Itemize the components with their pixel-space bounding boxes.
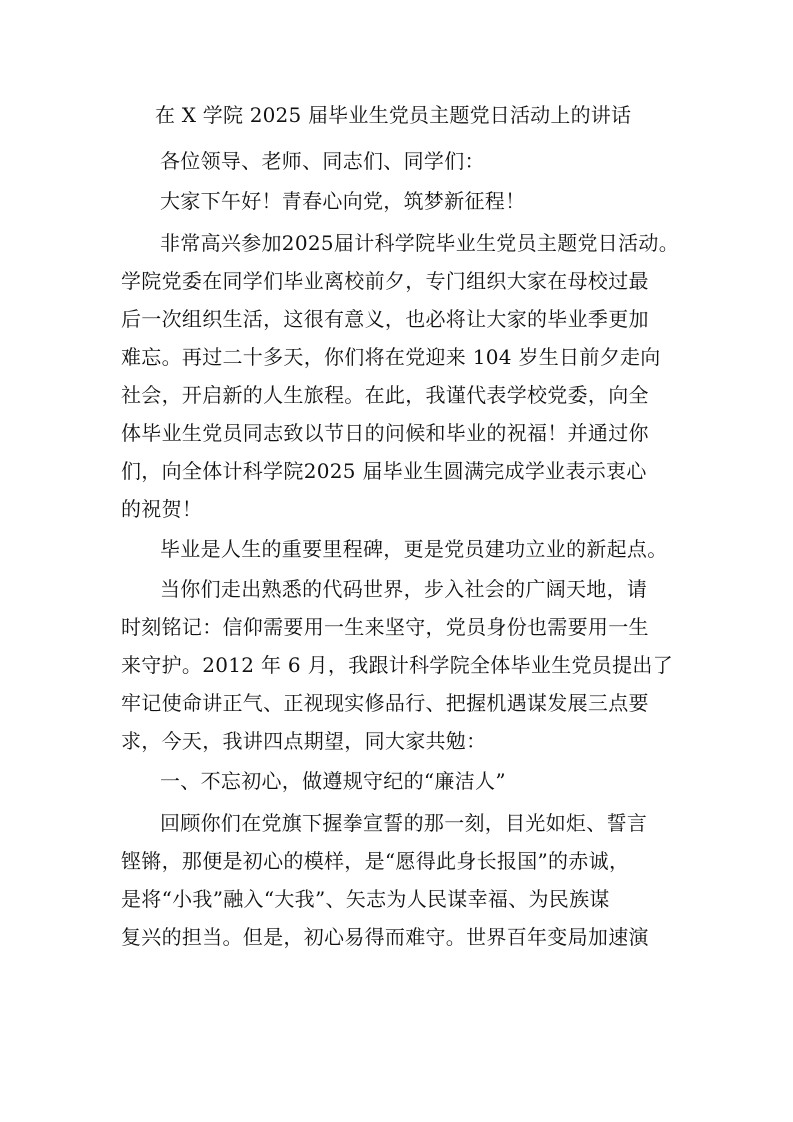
paragraph-line: 来守护。2012 年 6 月，我跟计科学院全体毕业生党员提出了 xyxy=(121,653,673,677)
paragraph-line: 回顾你们在党旗下握拳宣誓的那一刻，目光如炬、誓言 xyxy=(160,811,648,835)
paragraph-line: 难忘。再过二十多天，你们将在党迎来 104 岁生日前夕走向 xyxy=(121,345,661,369)
paragraph-line: 后一次组织生活，这很有意义，也必将让大家的毕业季更加 xyxy=(121,307,649,331)
paragraph-line: 体毕业生党员同志致以节日的问候和毕业的祝福！并通过你 xyxy=(121,421,649,445)
paragraph-line: 铿锵，那便是初心的模样，是“愿得此身长报国”的赤诚， xyxy=(121,849,630,873)
paragraph-line: 非常高兴参加2025届计科学院毕业生党员主题党日活动。 xyxy=(160,231,679,255)
paragraph-line: 是将“小我”融入“大我”、矢志为人民谋幸福、为民族谋 xyxy=(121,887,610,911)
section-heading: 一、不忘初心，做遵规守纪的“廉洁人” xyxy=(160,769,506,793)
paragraph-line: 求，今天，我讲四点期望，同大家共勉： xyxy=(121,729,487,753)
paragraph-line: 们，向全体计科学院2025 届毕业生圆满完成学业表示衷心 xyxy=(121,459,647,483)
paragraph-line: 复兴的担当。但是，初心易得而难守。世界百年变局加速演 xyxy=(121,925,649,949)
paragraph-line: 社会，开启新的人生旅程。在此，我谨代表学校党委，向全 xyxy=(121,383,649,407)
paragraph-line: 牢记使命讲正气、正视现实修品行、把握机遇谋发展三点要 xyxy=(121,691,649,715)
paragraph-line: 的祝贺！ xyxy=(121,497,203,521)
salutation: 各位领导、老师、同志们、同学们： xyxy=(160,149,485,173)
document-title: 在 X 学院 2025 届毕业生党员主题党日活动上的讲话 xyxy=(155,103,632,127)
paragraph-line: 当你们走出熟悉的代码世界，步入社会的广阔天地，请 xyxy=(160,577,648,601)
greeting: 大家下午好！青春心向党，筑梦新征程！ xyxy=(160,189,526,213)
paragraph-line: 学院党委在同学们毕业离校前夕，专门组织大家在母校过最 xyxy=(121,269,649,293)
paragraph-line: 毕业是人生的重要里程碑，更是党员建功立业的新起点。 xyxy=(160,537,668,561)
paragraph-line: 时刻铭记：信仰需要用一生来坚守，党员身份也需要用一生 xyxy=(121,615,649,639)
